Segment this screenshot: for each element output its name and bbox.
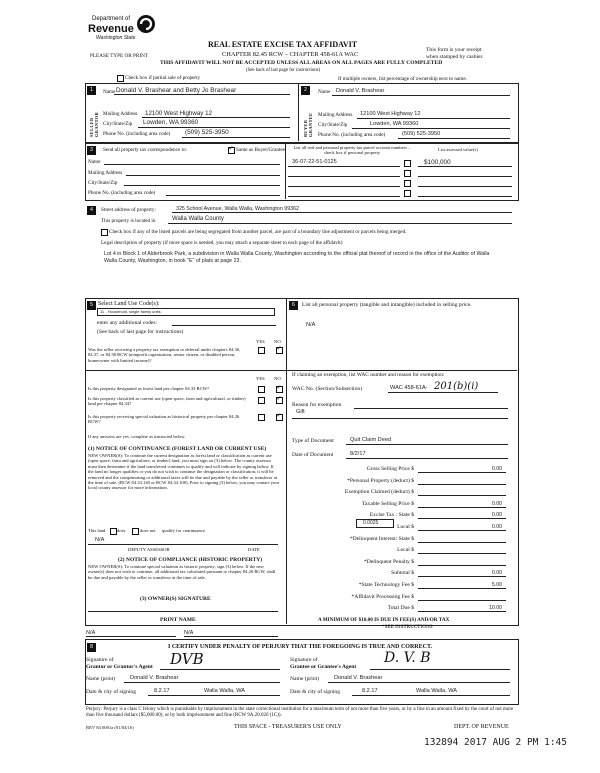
grantor-name-line — [124, 682, 280, 683]
grantee-name-label: Name (print) — [290, 676, 320, 682]
grantor-sig-label-1: Signature of — [86, 657, 114, 663]
tax-row-label: Gross Selling Price $ — [366, 466, 414, 472]
seller-mailing-value[interactable]: 12100 West Highway 12 — [145, 110, 212, 117]
buyer-mailing-value[interactable]: 12100 West Highway 12 — [360, 111, 421, 117]
grantee-sig-label-2: Grantee or Grantee's Agent — [290, 664, 357, 670]
tax-row-label: *Personal Property (deduct) $ — [347, 477, 414, 484]
minimum-note: A MINIMUM OF $10.00 IS DUE IN FEE(S) AND/OR TAX — [318, 617, 450, 623]
legal-label: Legal description of property (if more space is needed, you may attach a separate sheet to each page of the affidavit) — [101, 240, 343, 246]
additional-codes-line — [172, 325, 276, 326]
tax-row-line — [418, 542, 506, 543]
mid-divider — [286, 298, 287, 624]
logo-swirl-icon — [136, 14, 156, 34]
additional-codes-label: enter any additional codes: — [97, 320, 158, 326]
s5-no-header: NO — [274, 339, 281, 344]
historic-yes-checkbox[interactable] — [258, 414, 265, 421]
grantor-date-value[interactable]: 8.2.17 — [154, 688, 170, 694]
s3-city-line — [124, 185, 280, 186]
tax-row-line — [418, 530, 506, 531]
owner-signature-line — [88, 611, 278, 612]
segregate-label: Check box if any of the listed parcels are being segregated from another parcel, are part of a boundary line adjustment or parcels being merged. — [109, 229, 407, 235]
same-as-buyer-checkbox[interactable] — [228, 147, 235, 154]
buyer-name-value[interactable]: Donald V. Brashear — [336, 88, 385, 94]
exemption-question: Was the seller receiving a property tax exemption or deferral under chapters 84.36, 84.37, or 84.38 RCW (nonprofit organization, senior citizen, or disabled person, homeowner with limited income)? — [88, 347, 241, 363]
seller-city-value[interactable]: Lowden, WA 99360 — [143, 119, 199, 126]
section-7-top-line — [85, 370, 286, 371]
historic-no-checkbox[interactable] — [276, 414, 283, 421]
street-value[interactable]: 325 School Avenue, Walla Walla, Washington 99362 — [176, 206, 299, 212]
land-use-label: Select Land Use Code(s): — [98, 301, 160, 307]
deputy-line — [88, 544, 278, 545]
print-name-line-1 — [86, 636, 176, 637]
street-label: Street address of property: — [101, 207, 156, 213]
print-name-label: PRINT NAME — [160, 617, 196, 623]
grantee-name-line — [328, 682, 510, 683]
this-land-label: This land — [88, 528, 106, 533]
s3-mailing-line — [126, 175, 280, 176]
forest-no-checkbox[interactable] — [276, 386, 283, 393]
buyer-city-line — [352, 128, 510, 129]
tax-row-value[interactable]: 5.00 — [491, 582, 502, 588]
tax-row-line — [418, 553, 506, 554]
tax-row-line — [418, 565, 506, 566]
tax-row-value[interactable]: 0.00 — [491, 512, 502, 519]
multiple-owners-note: If multiple owners, list percentage of ownership next to name. — [338, 76, 467, 82]
reason-line — [354, 408, 508, 409]
tax-row-label: Taxable Selling Price $ — [362, 500, 414, 507]
owner-signature-label: (3) OWNER(S) SIGNATURE — [140, 596, 211, 602]
buyer-name-label: Name — [318, 89, 331, 95]
grantor-name-value[interactable]: Donald V. Brashear — [130, 675, 179, 681]
section-2-number: 2 — [301, 86, 310, 95]
buyer-phone-line — [398, 138, 510, 139]
grantor-name-label: Name (print) — [86, 676, 116, 682]
seller-phone-value[interactable]: (509) 525-3950 — [185, 129, 229, 136]
tax-row-value[interactable]: 0.00 — [491, 524, 502, 530]
segregate-checkbox[interactable] — [101, 229, 108, 236]
grantor-date-label: Date & city of signing — [86, 689, 137, 695]
personal-property-checkbox-4[interactable] — [404, 190, 411, 197]
notice1-body: NEW OWNER(S): To continue the current designation as forest land or classification as current use (open space, farm and agriculture, or timber) land, you must sign on (3) below. The county assessor must then determine if the land transferred continues to qualify and will indicate by signing below. If the land no longer qualifies or you do not wish to continue the designation or classification, it will be removed and the compensating or additional taxes will be due and payable by the seller or transferor at the time of sale. (RCW 84.33.140 or RCW 84.34.108). Prior to signing (3) below, you may contact your local county assessor for more information. — [88, 453, 280, 491]
parcel-line-1 — [288, 166, 400, 167]
s3-city-label: City/State/Zip — [88, 180, 118, 186]
print-name-value-1[interactable]: N/A — [86, 630, 96, 636]
seller-phone-line — [182, 137, 290, 138]
receipt-note-2: when stamped by cashier. — [426, 54, 484, 60]
parcel-line-2 — [288, 176, 400, 177]
wac-handwritten[interactable]: 201(b)(i) — [434, 381, 479, 392]
tax-row-line — [418, 472, 506, 473]
parcel-1-value[interactable]: 36-07-22-51-0125 — [292, 159, 337, 165]
grantor-city-value[interactable]: Walla Walla, WA — [204, 688, 246, 694]
grantee-sig-label-1: Signature of — [290, 657, 318, 663]
grantee-date-value[interactable]: 8.2.17 — [362, 688, 378, 694]
notice2-title: (2) NOTICE OF COMPLIANCE (HISTORIC PROPERTY) — [118, 557, 263, 563]
reason-value[interactable]: Gift — [296, 409, 305, 415]
located-label: This property is located in — [101, 218, 156, 224]
section-4-number: 4 — [87, 206, 96, 215]
receipt-stamp: 132894 2017 AUG 2 PM 1:45 — [424, 737, 567, 748]
buyer-city-label: City/State/Zip — [318, 122, 348, 128]
buyer-mailing-line — [357, 118, 510, 119]
reason-label: Reason for exemption — [292, 402, 342, 408]
reason-line-2 — [292, 418, 508, 419]
wac-value[interactable]: WAC 458-61A- — [390, 385, 428, 391]
same-as-buyer-label: Same as Buyer/Grantee — [236, 147, 285, 153]
notice2-body: NEW OWNER(S): To continue special valuation as historic property, sign (3) below. If the new owner(s) does not wish to continue, all additional tax calculated pursuant to chapter 84.26 RCW, shall be due and payable by the seller or transferor at the time of sale. — [88, 564, 276, 580]
seller-buyer-divider — [298, 83, 299, 141]
tax-row-label: Local $ — [397, 524, 414, 530]
wac-label: WAC No. (Section/Subsection) — [292, 386, 363, 392]
seller-city-label: City/State/Zip — [103, 121, 133, 127]
tax-row-line — [418, 600, 506, 601]
doc-type-value[interactable]: Quit Claim Deed — [350, 437, 392, 443]
tax-row-label: *Delinquent Penalty $ — [363, 558, 414, 565]
doc-type-line — [346, 444, 508, 445]
assessed-line-1 — [418, 166, 512, 167]
assessed-line-2 — [418, 176, 512, 177]
buyer-name-line — [332, 95, 510, 96]
grantee-sig-line — [370, 669, 510, 670]
grantor-date-line — [148, 695, 280, 696]
doc-type-label: Type of Document — [292, 438, 334, 444]
if-yes-note: If any answers are yes, complete as instructed below. — [88, 434, 186, 439]
local-rate-box — [356, 519, 394, 528]
print-name-value-2[interactable]: N/A — [184, 630, 194, 636]
tax-row-label: Exemption Claimed (deduct) $ — [344, 489, 414, 496]
parcel-line-3 — [288, 186, 400, 187]
section-3-number: 3 — [87, 146, 96, 155]
logo — [88, 14, 158, 48]
located-line — [168, 223, 512, 224]
s3-divider — [285, 143, 286, 199]
grantor-sig-line — [160, 669, 280, 670]
tax-row-line — [418, 507, 506, 508]
tax-row-line — [418, 484, 506, 485]
tax-row-label: *Delinquent Interest: State $ — [349, 535, 414, 542]
please-type: PLEASE TYPE OR PRINT — [90, 53, 148, 59]
seller-label: SELLER GRANTOR — [89, 111, 99, 137]
exemption-yes-checkbox[interactable] — [258, 347, 265, 354]
receipt-note-1: This form is your receipt — [426, 47, 482, 53]
assessed-1-value[interactable]: $100,000 — [424, 159, 451, 166]
grantee-date-line — [352, 695, 510, 696]
partial-sale-checkbox[interactable] — [117, 75, 124, 82]
forest-question: Is this property designated as forest land per chapter 84.33 RCW? — [88, 386, 210, 391]
form-subtitle: CHAPTER 82.45 RCW – CHAPTER 458-61A WAC — [222, 51, 359, 58]
partial-sale-label: Check box if partial sale of property — [125, 75, 201, 81]
seller-city-line — [138, 127, 290, 128]
tax-row-line — [418, 588, 506, 589]
personal-property-value[interactable]: N/A — [306, 322, 316, 328]
tax-row-line — [418, 495, 506, 496]
s7-yes-header: YES — [256, 376, 265, 381]
grantor-sig-label-2: Grantor or Grantor's Agent — [86, 664, 153, 670]
buyer-label: BUYER GRANTEE — [303, 112, 313, 137]
current-use-question: Is this property classified as current use (open space, farm and agricultural, or timber) land per chapter 84.34? — [88, 396, 246, 407]
print-name-line-2 — [184, 636, 278, 637]
buyer-mailing-label: Mailing Address — [318, 112, 353, 118]
claim-exemption-label: If claiming an exemption, list WAC number and reason for exemption: — [292, 372, 445, 378]
does-not-checkbox[interactable] — [132, 528, 139, 535]
s3-name-line — [104, 164, 280, 165]
certify-statement: I CERTIFY UNDER PENALTY OF PERJURY THAT THE FOREGOING IS TRUE AND CORRECT. — [168, 644, 433, 650]
logo-line1: Department of — [92, 16, 131, 22]
doc-date-value[interactable]: 8/2/17 — [350, 451, 366, 457]
s7-no-header: NO — [274, 376, 281, 381]
tax-row-line — [418, 518, 506, 519]
grantee-name-value[interactable]: Donald V. Brashear — [334, 675, 383, 681]
deputy-date-label: DATE — [248, 547, 260, 552]
section-8-number: 8 — [87, 643, 96, 652]
located-value[interactable]: Walla Walla County — [172, 216, 224, 222]
treasurer-space: THIS SPACE - TREASURER'S USE ONLY — [234, 724, 342, 730]
does-label: does — [117, 528, 126, 533]
assessed-line-3 — [418, 186, 512, 187]
tax-row-line — [418, 576, 506, 577]
assessed-header: List assessed value(s) — [438, 147, 478, 152]
see-instructions: *SEE INSTRUCTIONS — [382, 624, 433, 630]
historic-question: Is this property receiving special valuation as historical property per chapter 84.26 RCW? — [88, 414, 240, 425]
seller-mailing-label: Mailing Address — [103, 111, 138, 117]
tax-row-label: *Affidavit Processing Fee $ — [351, 593, 414, 600]
tax-row-value[interactable]: 10.00 — [489, 605, 502, 612]
section-6-number: 6 — [289, 301, 298, 310]
buyer-phone-label: Phone No. (including area code) — [318, 132, 386, 138]
seller-mailing-line — [142, 117, 290, 118]
seller-name-line — [114, 94, 290, 95]
tax-row-value[interactable]: 0.00 — [491, 570, 502, 577]
tax-row-label: *State Technology Fee $ — [358, 582, 414, 588]
tax-row-label: Subtotal $ — [391, 570, 414, 577]
parcel-header: List all real and personal property tax parcel account numbers – check box if personal property — [293, 145, 411, 156]
buyer-phone-value[interactable]: (509) 525-3950 — [402, 131, 441, 137]
land-use-see-back: (See back of last page for instructions) — [97, 329, 184, 335]
buyer-city-value[interactable]: Lowden, WA 99360 — [370, 121, 419, 127]
s5-yes-header: YES — [256, 339, 265, 344]
s3-phone-label: Phone No. (including area code) — [88, 190, 156, 196]
tax-row-value[interactable]: 0.00 — [491, 500, 502, 507]
current-use-no-checkbox[interactable] — [276, 397, 283, 404]
exemption-no-checkbox[interactable] — [276, 347, 283, 354]
perjury-note: Perjury: Perjury is a class C felony which is punishable by imprisonment in the state correctional institution for a maximum term of not more than five years, or by a fine in an amount fixed by the court of not more than five thousand dollars ($5,000.00), or by both imprisonment and fine (RCW 9A.20.020 (1C)). — [86, 707, 514, 718]
personal-property-checkbox-2[interactable] — [404, 170, 411, 177]
does-checkbox[interactable] — [110, 528, 117, 535]
send-correspondence-label: Send all property tax correspondence to: — [103, 147, 187, 153]
grantee-signature[interactable]: D. V. B — [384, 650, 431, 666]
tax-row-label: Total Due $ — [387, 605, 414, 612]
section-5-number: 5 — [87, 301, 96, 310]
seller-phone-label: Phone No. (including area code) — [103, 131, 171, 137]
form-warning: THIS AFFIDAVIT WILL NOT BE ACCEPTED UNLESS ALL AREAS ON ALL PAGES ARE FULLY COMPLETED — [160, 60, 443, 66]
grantor-signature[interactable]: DVB — [170, 650, 204, 668]
land-use-value: 11 - Household, single family units — [100, 309, 161, 314]
s3-phone-line — [166, 195, 280, 196]
dept-revenue: DEPT. OF REVENUE — [454, 724, 509, 730]
tax-row-line — [418, 611, 506, 612]
exemption-top-line — [286, 370, 517, 371]
doc-date-label: Date of Document — [292, 452, 334, 458]
assessed-line-4 — [418, 196, 512, 197]
does-not-label: does not — [140, 528, 156, 533]
rev-number: REV 84 0001a (01/04/16) — [86, 725, 134, 730]
s3-mailing-label: Mailing Address — [88, 170, 123, 176]
s3-name-label: Name — [88, 159, 101, 165]
current-use-yes-checkbox[interactable] — [258, 397, 265, 404]
seller-name-value[interactable]: Donald V. Brashear and Betty Jo Brashear — [116, 87, 237, 94]
street-line — [172, 212, 512, 213]
seller-name-label: Name — [103, 89, 116, 95]
legal-value[interactable]: Lot 4 in Block 1 of Alderbrook Park, a subdivision in Walla Walla County, Washington according to the official plat thereof of record in the office of the Auditor of Walla Walla County, Washington, in book "E" of plats at page 23. — [104, 251, 490, 264]
wac-line — [388, 392, 498, 393]
form-title: REAL ESTATE EXCISE TAX AFFIDAVIT — [208, 40, 358, 49]
land-use-select[interactable] — [97, 308, 275, 316]
local-rate-value[interactable]: 0.0025 — [363, 520, 379, 526]
parcel-line-4 — [288, 196, 400, 197]
personal-property-checkbox-1[interactable] — [404, 160, 411, 167]
deputy-label: DEPUTY ASSESSOR — [128, 547, 170, 552]
see-back: (See back of last page for instructions) — [246, 68, 321, 73]
tax-row-label: Excise Tax : State $ — [369, 512, 414, 519]
logo-line3: Washington State — [96, 35, 136, 41]
tax-row-label: Local $ — [397, 547, 414, 554]
doc-date-line — [346, 458, 508, 459]
grantee-city-value[interactable]: Walla Walla, WA — [416, 688, 458, 694]
deputy-value[interactable]: N/A — [95, 537, 105, 543]
personal-property-checkbox-3[interactable] — [404, 180, 411, 187]
section-1-number: 1 — [87, 86, 96, 95]
personal-property-label: List all personal property (tangible and intangible) included in selling price. — [302, 302, 472, 308]
tax-row-value[interactable]: 0.00 — [491, 466, 502, 472]
forest-yes-checkbox[interactable] — [258, 386, 265, 393]
notice1-title: (1) NOTICE OF CONTINUANCE (FOREST LAND OR CURRENT USE) — [88, 446, 267, 452]
grantee-date-label: Date & city of signing — [290, 689, 341, 695]
logo-line2: Revenue — [88, 23, 134, 35]
qualify-label: qualify for continuance. — [162, 528, 207, 533]
